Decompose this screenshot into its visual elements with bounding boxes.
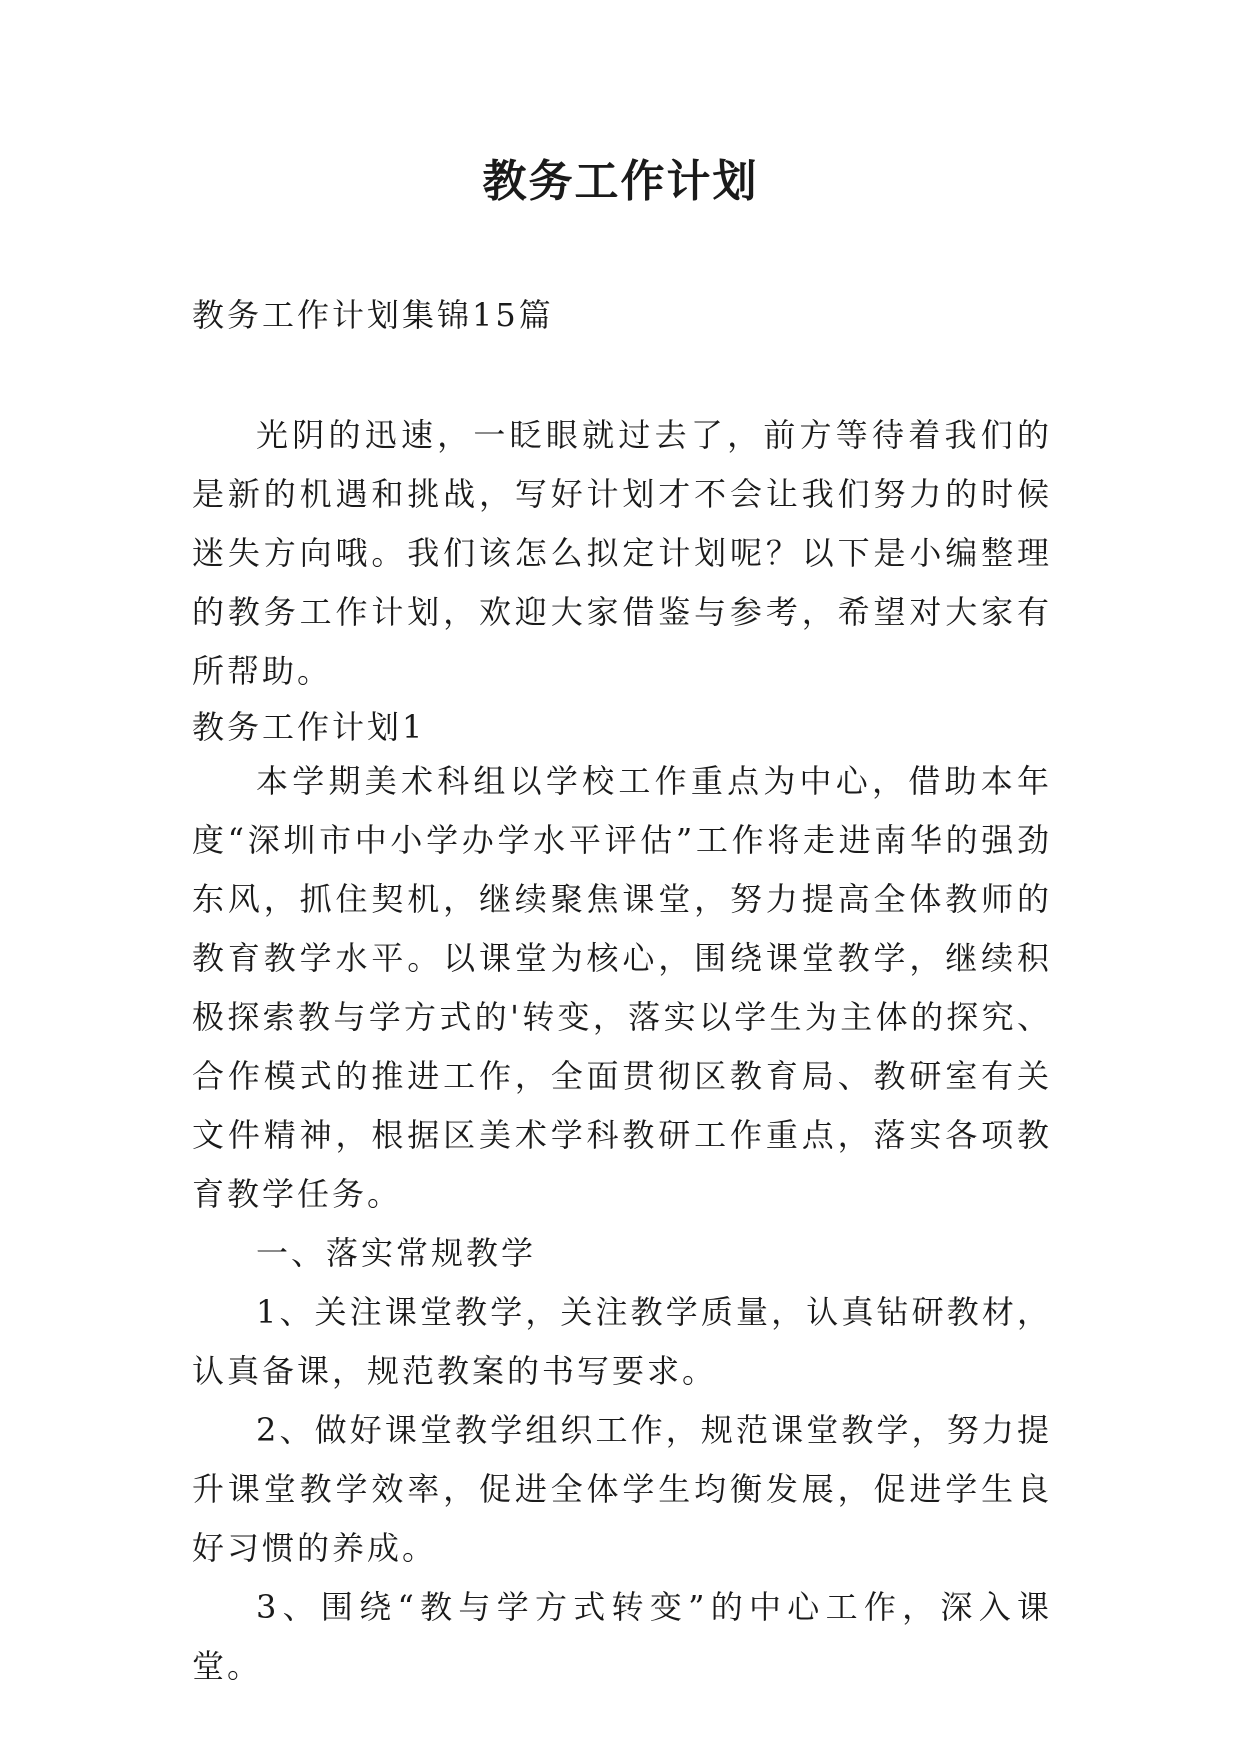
document-subtitle: 教务工作计划集锦15篇 <box>192 296 554 334</box>
document-title: 教务工作计划 <box>482 156 759 207</box>
section-content <box>192 752 1052 1696</box>
intro-paragraph: 光阴的迅速，一眨眼就过去了，前方等待着我们的是新的机遇和挑战，写好计划才不会让我们努力的时候迷失方向哦。我们该怎么拟定计划呢？以下是小编整理的教务工作计划，欢迎大家借鉴与参考，希望对大家有所帮助。 <box>192 416 1052 690</box>
paragraph-3: 2、做好课堂教学组织工作，规范课堂教学，努力提升课堂教学效率，促进全体学生均衡发展，促进学生良好习惯的养成。 <box>192 1411 1052 1567</box>
section-title: 教务工作计划1 <box>192 708 426 746</box>
paragraph-2: 1、关注课堂教学，关注教学质量，认真钻研教材，认真备课，规范教案的书写要求。 <box>192 1293 1052 1390</box>
paragraph-4: 3、围绕“教与学方式转变”的中心工作，深入课堂。 <box>192 1588 1052 1685</box>
heading-1: 一、落实常规教学 <box>256 1234 537 1272</box>
paragraph-1: 本学期美术科组以学校工作重点为中心，借助本年度“深圳市中小学办学水平评估”工作将走进南华的强劲东风，抓住契机，继续聚焦课堂，努力提高全体教师的教育教学水平。以课堂为核心，围绕课堂教学，继续积极探索教与学方式的'转变，落实以学生为主体的探究、合作模式的推进工作，全面贯彻区教育局、教研室有关文件精神，根据区美术学科教研工作重点，落实各项教育教学任务。 <box>192 762 1052 1213</box>
